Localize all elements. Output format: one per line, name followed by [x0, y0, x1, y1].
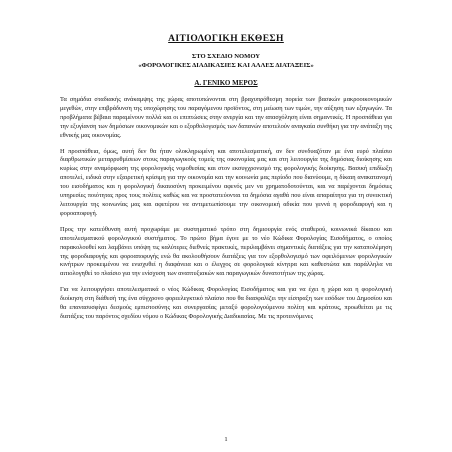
page-number: 1	[224, 436, 228, 443]
document-title: ΑΙΤΙΟΛΟΓΙΚΗ ΕΚΘΕΣΗ	[168, 34, 284, 44]
paragraph-1: Τα σημάδια σταδιακής ανάκαμψης της χώρας αποτυπώνονται στη βραχυπρόθεσμη πορεία των βασικών μακροοικονομικών μεγεθών, στην επιβράδυνση της υποχώρησης του παραγόμενου προϊόντος, στη μείωση των τιμών, την αύξηση των εξαγωγών. Τα προβλήματα βέβαια παραμένουν πολλά και οι επιπτώσεις στην ανεργία και την απασχόληση είναι σημαντικές. Η προσπάθεια για την εξυγίανση των δημόσιων οικονομικών και ο εξορθολογισμός των δαπανών αποτελούν αναγκαία συνθήκη για την ανάταξη της εθνικής μας οικονομίας.	[60, 96, 392, 139]
document-subtitle-line2: «ΦΟΡΟΛΟΓΙΚΕΣ ΔΙΑΔΙΚΑΣΙΕΣ ΚΑΙ ΑΛΛΕΣ ΔΙΑΤΑΞΕΙΣ»	[138, 61, 314, 69]
paragraph-3: Προς την κατεύθυνση αυτή προχωράμε με συστηματικό τρόπο στη δημιουργία ενός σταθερού, κοινωνικά δίκαιου και αποτελεσματικού φορολογικού συστήματος. Το πρώτο βήμα έγινε με το νέο Κώδικα Φορολογίας Εισοδήματος, ο οποίος παρακολουθεί και λαμβάνει υπόψη τις καλύτερες διεθνείς πρακτικές, περιλαμβάνει σημαντικές διατάξεις για την καταπολέμηση της φοροδιαφυγής και φοροαποφυγής ενώ θα ακολουθήσουν διατάξεις για τον εξορθολογισμό των οφειλόμενων φορολογικών κινήτρων προκειμένου να ενισχυθεί η διαφάνεια και ο έλεγχος σε φορολογικά κίνητρα και καθεστώτα και παράλληλα να αιτιολογηθεί το πλαίσιο για την ενίσχυση των αναπτυξιακών και παραγωγικών δυνατοτήτων της χώρας.	[60, 225, 392, 278]
document-body	[60, 34, 392, 329]
section-heading: Α. ΓΕΝΙΚΟ ΜΕΡΟΣ	[194, 79, 258, 87]
paragraph-4: Για να λειτουργήσει αποτελεσματικά ο νέος Κώδικας Φορολογίας Εισοδήματος και για να έχει η χώρα και η φορολογική διοίκηση στη διάθεσή της ένα σύγχρονο φορεελεγκτικό πλαίσιο που θα διασφαλίζει την είσπραξη των εσόδων του Δημοσίου και θα επανασυσφίγει δεσμούς εμπιστοσύνης και συνεργασίας μεταξύ φορολογούμενου πολίτη και κράτους, προωθείται με τις διατάξεις του παρόντος σχεδίου νόμου ο Κώδικας Φορολογικής Διαδικασίας. Με τις προτεινόμενες	[60, 286, 392, 320]
paragraph-2: Η προσπάθεια, όμως, αυτή δεν θα ήταν ολοκληρωμένη και αποτελεσματική, αν δεν συνδυαζόταν με ένα ευρύ πλαίσιο διαρθρωτικών μεταρρυθμίσεων στους παραγωγικούς τομείς της οικονομίας μας και στη λειτουργία της δημόσιας διοίκησης και κυρίως στην αναμόρφωση της φορολογικής νομοθεσίας και στον εκσυγχρονισμό της φορολογικής διοίκησης. Βασική επιδίωξη αποτελεί, ειδικά στην εξαιρετική κρίσιμη για την οικονομία και την κοινωνία μας περίοδο που διανύουμε, η δίκαιη ανακατανομή του εισοδήματος και η φορολογική δικαιοσύνη προκειμένου αφενός μεν να χρηματοδοτούνται, και να παρέχονται δημόσιες υπηρεσίες ποιότητας προς τους πολίτες καθώς και να προστατεύονται τα δημόσια αγαθά που είναι απαραίτητα για τη συνεκτική λειτουργία της κοινωνίας μας και αφετέρου να αντιμετωπίσουμε την οικονομική αδικία που γεννά η φοροδιαφυγή και η φοροαποφυγή.	[60, 147, 392, 217]
document-subtitle-line1: ΣΤΟ ΣΧΕΔΙΟ ΝΟΜΟΥ	[191, 53, 261, 60]
